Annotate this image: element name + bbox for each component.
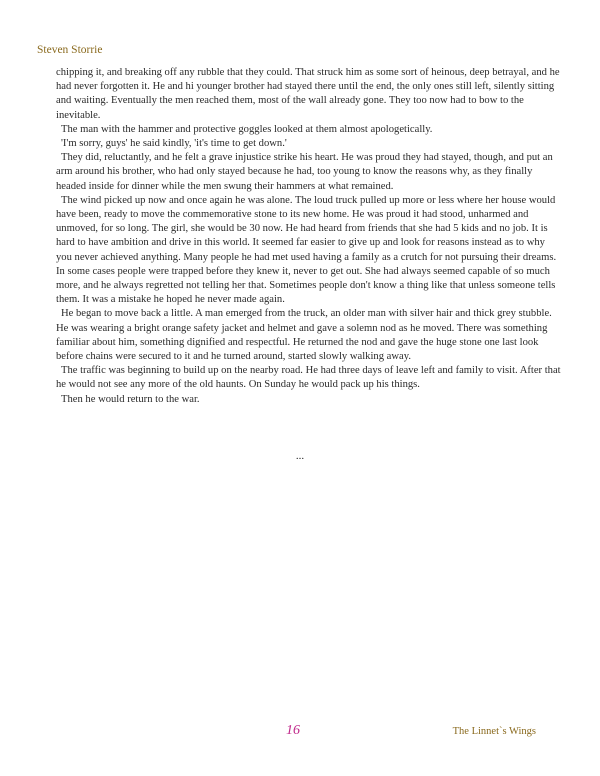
- paragraph: They did, reluctantly, and he felt a grave injustice strike his heart. He was proud they had stayed, though, and put an arm around his brother, who had only stayed because he had, too young to know the reasons why, as they finally headed inside for dinner while the men swung their hammers at what remained.: [56, 152, 553, 192]
- paragraph: The wind picked up now and once again he was alone. The loud truck pulled up more or less where her house would have been, ready to move the commemorative stone to its new home. He was proud it had stood, unharmed and unmoved, for so long. The girl, she would be 30 now. He had heard from friends that she had 5 kids and no job. It is hard to have ambition and drive in this world. It seemed far easier to give up and look for reasons instead as to why you never achieved anything. Many people he had met used having a family as a crutch for not pursuing their dreams. In some cases people were trapped before they knew it, never to get out. She had always seemed capable of so much more, and he always regretted not telling her that. Sometimes people don't know a thing like that unless someone tells them. It was a mistake he hoped he never made again.: [56, 194, 557, 306]
- paragraph: chipping it, and breaking off any rubble that they could. That struck him as some sort of heinous, deep betrayal, and he had never forgotten it. He and hi younger brother had stayed there until the end, the only ones still left, silently sitting and waiting. Eventually the men reached them, most of the wall already gone. They too now had to bow to the inevitable.: [56, 67, 560, 121]
- paragraph: The man with the hammer and protective goggles looked at them almost apologetically.: [61, 123, 433, 135]
- running-header-author: Steven Storrie: [37, 44, 103, 56]
- paragraph: The traffic was beginning to build up on the nearby road. He had three days of leave left and family to visit. After that he would not see any more of the old haunts. On Sunday he would pack up his things.: [56, 365, 561, 391]
- scene-break: ...: [295, 450, 305, 462]
- paragraph: Then he would return to the war.: [61, 393, 200, 405]
- paragraph: 'I'm sorry, guys' he said kindly, 'it's time to get down.': [61, 138, 287, 150]
- paragraph: He began to move back a little. A man emerged from the truck, an older man with silver hair and thick grey stubble. He was wearing a bright orange safety jacket and helmet and gave a solemn nod as he moved. There was something familiar about him, something dignified and respectful. He returned the nod and gave the huge stone one last look before chains were secured to it and he turned around, started slowly walking away.: [56, 308, 552, 363]
- page-number: 16: [286, 723, 300, 738]
- story-body: [56, 66, 562, 407]
- running-footer-title: The Linnet`s Wings: [452, 726, 536, 737]
